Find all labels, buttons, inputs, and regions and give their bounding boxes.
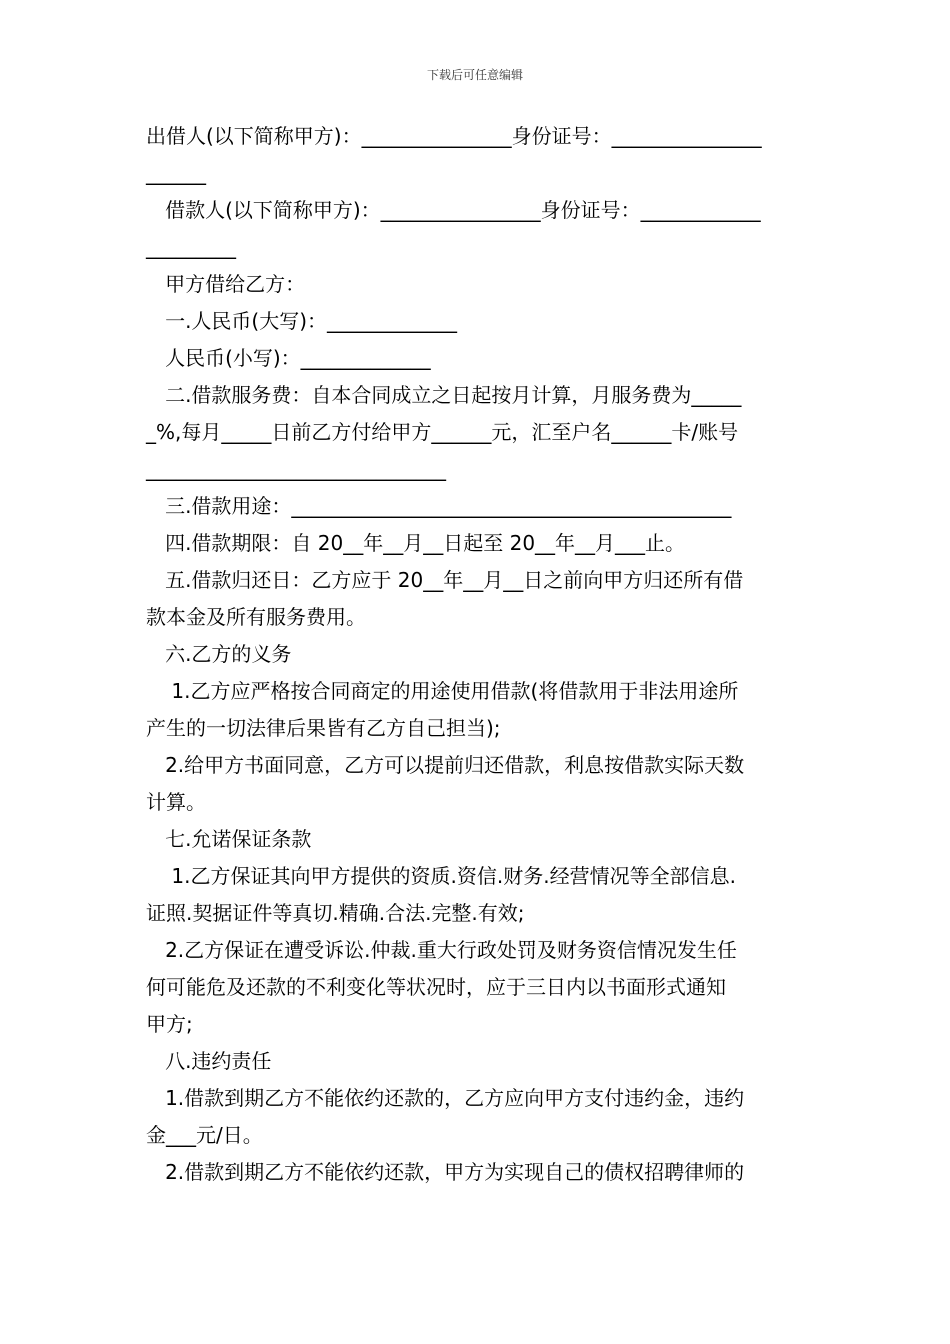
text-line: 借款人(以下简称甲方)：________________身份证号：____________	[146, 198, 761, 222]
text-line: 证照.契据证件等真切.精确.合法.完整.有效;	[146, 901, 525, 925]
text-line: 四.借款期限：自 20__年__月__日起至 20__年__月___止。	[146, 531, 686, 555]
text-line: ______	[146, 161, 206, 185]
text-line: 1.借款到期乙方不能依约还款的，乙方应向甲方支付违约金，违约	[146, 1086, 745, 1110]
text-line: 计算。	[146, 790, 206, 814]
text-line: 2.借款到期乙方不能依约还款，甲方为实现自己的债权招聘律师的	[146, 1160, 745, 1184]
text-line: 二.借款服务费：自本合同成立之日起按月计算，月服务费为_____	[146, 383, 742, 407]
text-line: 六.乙方的义务	[146, 642, 292, 666]
contract-body	[146, 118, 810, 1191]
text-line: 五.借款归还日：乙方应于 20__年__月__日之前向甲方归还所有借	[146, 568, 744, 592]
text-line: 出借人(以下简称甲方)：_______________身份证号：_______________	[146, 124, 762, 148]
text-line: ______________________________	[146, 457, 446, 481]
text-line: 七.允诺保证条款	[146, 827, 312, 851]
text-line: 1.乙方保证其向甲方提供的资质.资信.财务.经营情况等全部信息.	[146, 864, 736, 888]
text-line: 金___元/日。	[146, 1123, 263, 1147]
text-line: 产生的一切法律后果皆有乙方自己担当);	[146, 716, 501, 740]
text-line: 三.借款用途：____________________________________________	[146, 494, 732, 518]
text-line: 何可能危及还款的不利变化等状况时，应于三日内以书面形式通知	[146, 975, 726, 999]
text-line: 甲方借给乙方：	[146, 272, 306, 296]
text-line: 款本金及所有服务费用。	[146, 605, 366, 629]
page-header: 下载后可任意编辑	[426, 68, 523, 82]
text-line: 2.乙方保证在遭受诉讼.仲裁.重大行政处罚及财务资信情况发生任	[146, 938, 737, 962]
text-line: 1.乙方应严格按合同商定的用途使用借款(将借款用于非法用途所	[146, 679, 739, 703]
text-line: 甲方;	[146, 1012, 193, 1036]
text-line: 一.人民币(大写)：_____________	[146, 309, 458, 333]
text-line: 2.给甲方书面同意，乙方可以提前归还借款，利息按借款实际天数	[146, 753, 745, 777]
text-line: 人民币(小写)：_____________	[146, 346, 431, 370]
text-line: _%,每月_____日前乙方付给甲方______元，汇至户名______卡/账号	[146, 420, 739, 444]
text-line: _________	[146, 235, 236, 259]
text-line: 八.违约责任	[146, 1049, 272, 1073]
